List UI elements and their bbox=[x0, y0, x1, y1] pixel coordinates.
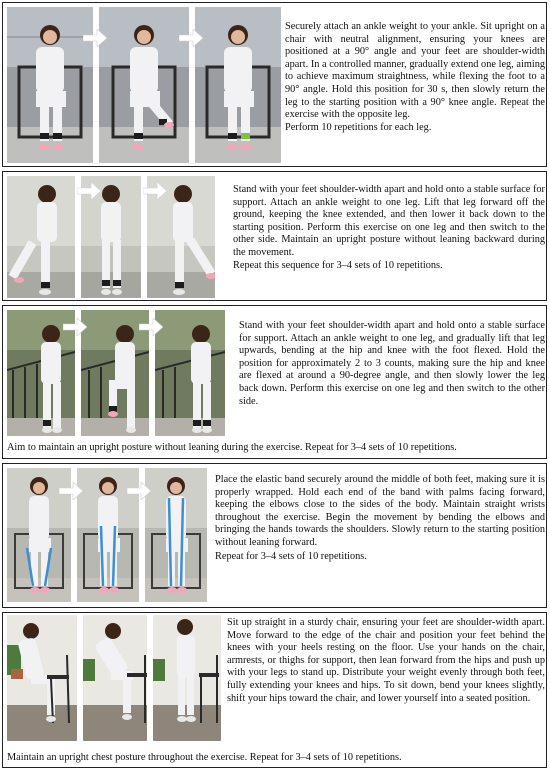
right-arrow-icon bbox=[83, 29, 107, 47]
right-arrow-icon bbox=[179, 29, 203, 47]
exercise-row-2 bbox=[2, 171, 547, 301]
exercise-1-photo-1 bbox=[7, 7, 93, 163]
exercise-3-paragraph-1: Stand with your feet shoulder-width apart and hold onto a stable surface for support. Attach an ankle weight to one leg, and gradually lift that leg upwards, bending at the hip and knee with the foot flexed. Hold the position for approximately 2 to 3 counts, making sure the hip and knee are flexed at around a 90-degree angle, and then slowly lower the leg back down. Perform this exercise on one leg and then switch to the other side. bbox=[239, 320, 545, 407]
exercise-5-photos bbox=[7, 615, 221, 741]
exercise-5-photo-3 bbox=[153, 615, 221, 741]
exercise-row-1 bbox=[2, 2, 547, 167]
right-arrow-icon bbox=[77, 182, 101, 200]
exercise-3-photo-3 bbox=[155, 310, 225, 436]
exercise-1-instructions bbox=[285, 21, 545, 134]
exercise-4-paragraph-1: Place the elastic band securely around the middle of both feet, making sure it is properly wrapped. Hold each end of the band with palms facing forward, keeping the elbows close to the sides of the body. Maintain straight wrists throughout the exercise. Begin the movement by bending the elbows and bringing the hands towards the shoulders. Slowly return to the starting position without leaning forward. bbox=[215, 474, 545, 548]
exercise-3-footer: Aim to maintain an upright posture without leaning during the exercise. Repeat for 3–4 sets of 10 repetitions. bbox=[7, 442, 457, 453]
exercise-row-4 bbox=[2, 463, 547, 608]
exercise-2-paragraph-2: Repeat this sequence for 3–4 sets of 10 repetitions. bbox=[233, 259, 443, 271]
exercise-2-photo-1 bbox=[7, 176, 75, 298]
exercise-row-3 bbox=[2, 305, 547, 459]
exercise-3-photos bbox=[7, 310, 225, 436]
exercise-2-paragraph-1: Stand with your feet shoulder-width apart and hold onto a stable surface for support. Attach an ankle weight to one leg. Lift that leg forward off the ground, keeping the knee extended, and then lower it back down to the starting position. Perform this exercise on one leg and then switch to the other side. Maintain an upright posture without leaning backward during the movement. bbox=[233, 184, 545, 258]
exercise-1-paragraph-2: Perform 10 repetitions for each leg. bbox=[285, 121, 432, 133]
exercise-5-footer: Maintain an upright chest posture throughout the exercise. Repeat for 3–4 sets of 10 repetitions. bbox=[7, 752, 402, 763]
exercise-5-instructions bbox=[227, 617, 545, 705]
right-arrow-icon bbox=[63, 318, 87, 336]
exercise-2-instructions bbox=[233, 184, 545, 272]
exercise-4-paragraph-2: Repeat for 3–4 sets of 10 repetitions. bbox=[215, 550, 367, 562]
exercise-2-photos bbox=[7, 176, 215, 298]
exercise-1-paragraph-1: Securely attach an ankle weight to your ankle. Sit upright on a chair with neutral alignment, ensuring your knees are positioned at a 90° angle and your feet are shoulder-width apart. In a controlled manner, gradually extend one leg, aiming to achieve maximum straightness, while flexing the foot to a 90° angle. Hold this position for 30 s, then slowly return the leg to the starting position with a 90° knee angle. Repeat the exercise with the opposite leg. bbox=[285, 21, 545, 121]
exercise-5-photo-1 bbox=[7, 615, 77, 741]
exercise-1-photos bbox=[7, 7, 281, 163]
exercise-5-paragraph-1: Sit up straight in a sturdy chair, ensuring your feet are shoulder-width apart. Move forward to the edge of the chair and position your feet behind the knees with your heels resting on the floor. Use your hands on the chair, armrests, or thighs for support, then lean forward from the hips and push up with your legs to stand up. Distribute your weight evenly through both feet, fully extending your knees and hips. To sit down, bend your knees slightly, shift your hips toward the chair, and lower yourself into a seated position. bbox=[227, 617, 545, 704]
exercise-5-photo-2 bbox=[83, 615, 147, 741]
right-arrow-icon bbox=[127, 482, 151, 500]
exercise-3-instructions bbox=[239, 320, 545, 408]
right-arrow-icon bbox=[139, 318, 163, 336]
exercise-4-instructions bbox=[215, 474, 545, 563]
right-arrow-icon bbox=[59, 482, 83, 500]
exercise-4-photo-3 bbox=[145, 468, 207, 602]
exercise-1-photo-3 bbox=[195, 7, 281, 163]
exercise-1-photo-2 bbox=[99, 7, 189, 163]
exercise-4-photos bbox=[7, 468, 207, 602]
right-arrow-icon bbox=[143, 182, 167, 200]
exercise-row-5 bbox=[2, 612, 547, 768]
